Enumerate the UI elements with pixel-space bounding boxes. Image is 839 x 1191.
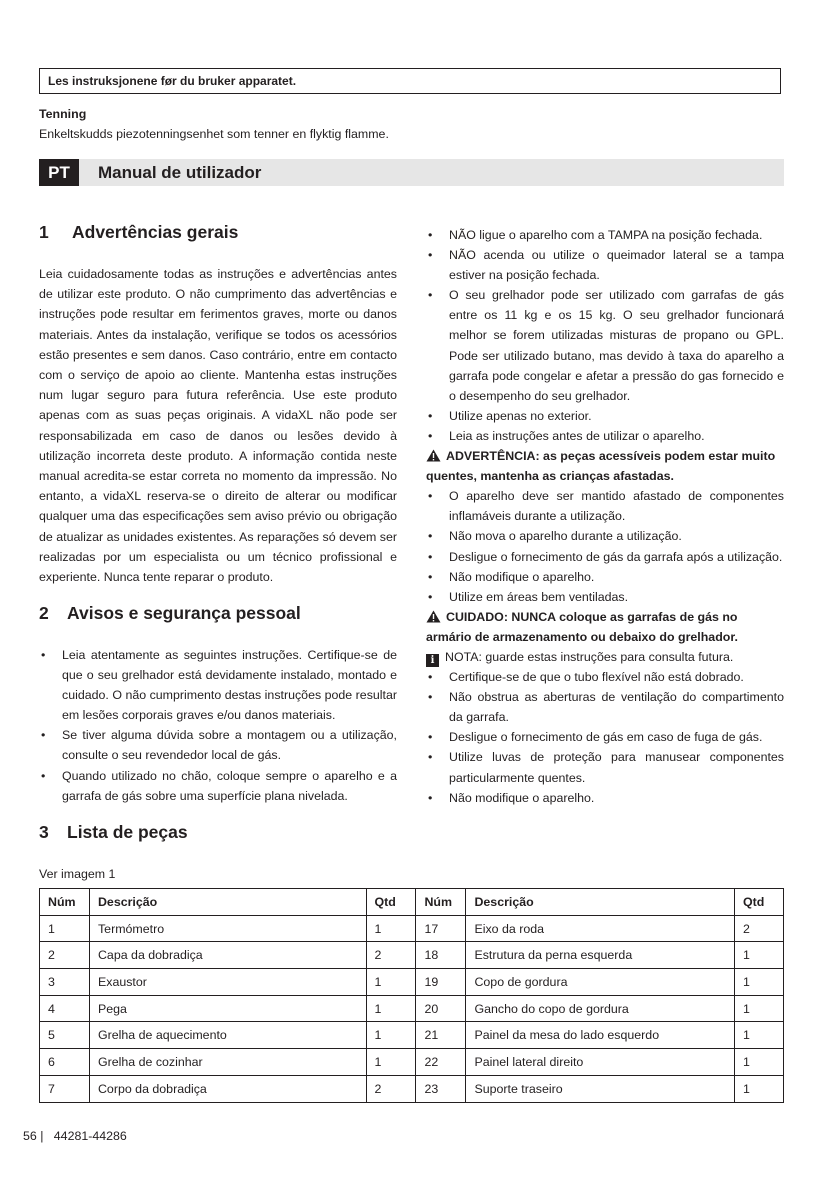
- cell-desc: Grelha de cozinhar: [89, 1049, 366, 1076]
- section-1-paragraph: Leia cuidadosamente todas as instruções e advertências antes de utilizar este produto. O não cumprimento das advertências e instruções pode resultar em ferimentos graves, morte ou danos materiais. Antes da instalação, verifique se todos os acessórios estão presentes e sem danos. Caso contrário, entre em contacto com o serviço de apoio ao cliente. Mantenha estas instruções num lugar seguro para futura referência. Use este produto apenas com as suas peças originais. A vidaXL não pode ser responsabilizada em caso de danos ou lesões devido à utilização incorreta deste produto. A informação contida neste manual acredita-se estar correta no momento da impressão. No entanto, a vidaXL reserva-se o direito de alterar ou modificar qualquer uma das especificações sem aviso prévio ou obrigação de atualizar as unidades existentes. As reparações só devem ser realizadas por um especialista ou um técnico profissional e experiente. Nunca tente reparar o produto.: [39, 267, 397, 585]
- cell-num: 22: [416, 1049, 466, 1076]
- notice-box: [39, 68, 781, 94]
- list-item: • Utilize luvas de proteção para manusear componentes particularmente quentes.: [426, 747, 784, 787]
- cell-num: 6: [40, 1049, 90, 1076]
- list-item: • NÃO ligue o aparelho com a TAMPA na posição fechada.: [426, 225, 784, 245]
- see-image-label: Ver imagem 1: [39, 867, 116, 881]
- cell-qty: 2: [735, 915, 784, 942]
- cell-desc: Exaustor: [89, 969, 366, 996]
- cell-desc: Capa da dobradiça: [89, 942, 366, 969]
- section-3-number: 3: [39, 822, 49, 842]
- table-row: [40, 969, 784, 996]
- cell-qty: 1: [366, 969, 416, 996]
- table-row: [40, 942, 784, 969]
- caution-text: CUIDADO: NUNCA coloque as garrafas de gás no armário de armazenamento ou debaixo do grelhador.: [426, 609, 738, 644]
- caution-notice: [426, 607, 784, 647]
- cell-num: 19: [416, 969, 466, 996]
- cell-desc: Painel lateral direito: [466, 1049, 735, 1076]
- cell-desc: Estrutura da perna esquerda: [466, 942, 735, 969]
- list-item: • NÃO acenda ou utilize o queimador lateral se a tampa estiver na posição fechada.: [426, 245, 784, 285]
- section-1-heading: [39, 222, 238, 243]
- cell-qty: 1: [735, 1075, 784, 1102]
- cell-qty: 2: [366, 1075, 416, 1102]
- cell-qty: 2: [366, 942, 416, 969]
- warning-icon: [426, 449, 441, 462]
- cell-num: 18: [416, 942, 466, 969]
- cell-desc: Suporte traseiro: [466, 1075, 735, 1102]
- warning-text: ADVERTÊNCIA: as peças acessíveis podem estar muito quentes, mantenha as crianças afastadas.: [426, 449, 776, 484]
- cell-desc: Copo de gordura: [466, 969, 735, 996]
- cell-num: 2: [40, 942, 90, 969]
- info-icon: i: [426, 654, 439, 667]
- section-2-number: 2: [39, 603, 49, 623]
- list-item: • Quando utilizado no chão, coloque sempre o aparelho e a garrafa de gás sobre uma superfície plana nivelada.: [39, 766, 397, 806]
- list-item: • Não modifique o aparelho.: [426, 567, 784, 587]
- cell-qty: 1: [366, 995, 416, 1022]
- tenning-text: Enkeltskudds piezotenningsenhet som tenner en flyktig flamme.: [39, 127, 389, 141]
- list-item: • Não modifique o aparelho.: [426, 788, 784, 808]
- cell-desc: Eixo da roda: [466, 915, 735, 942]
- cell-num: 23: [416, 1075, 466, 1102]
- section-1-number: 1: [39, 222, 49, 242]
- cell-num: 5: [40, 1022, 90, 1049]
- header-desc: Descrição: [466, 889, 735, 916]
- language-code: PT: [39, 159, 79, 186]
- page-footer: [23, 1129, 127, 1143]
- header-qty: Qtd: [366, 889, 416, 916]
- list-item: • Não mova o aparelho durante a utilização.: [426, 526, 784, 546]
- safety-list-3: [426, 667, 784, 808]
- cell-num: 7: [40, 1075, 90, 1102]
- list-item: • Leia atentamente as seguintes instruções. Certifique-se de que o seu grelhador está devidamente instalado, montado e cuidado. O não cumprimento destas instruções pode resultar em lesões corporais graves e/ou danos materiais.: [39, 645, 397, 725]
- header-num: Núm: [416, 889, 466, 916]
- tenning-heading: Tenning: [39, 107, 87, 121]
- list-item: • Desligue o fornecimento de gás da garrafa após a utilização.: [426, 547, 784, 567]
- cell-desc: Grelha de aquecimento: [89, 1022, 366, 1049]
- cell-desc: Painel da mesa do lado esquerdo: [466, 1022, 735, 1049]
- caution-icon: [426, 610, 441, 623]
- warning-notice: [426, 446, 784, 486]
- section-2-heading: [39, 603, 301, 624]
- header-num: Núm: [40, 889, 90, 916]
- list-item: • Utilize em áreas bem ventiladas.: [426, 587, 784, 607]
- cell-desc: Gancho do copo de gordura: [466, 995, 735, 1022]
- list-item: • O seu grelhador pode ser utilizado com garrafas de gás entre os 11 kg e os 15 kg. O seu grelhador funcionará melhor se forem utilizadas misturas de propano ou GPL. Pode ser utilizado butano, mas devido à taxa do aparelho a garrafa pode congelar e afetar a pressão do gas fornecido e o desempenho do seu grelhador.: [426, 285, 784, 406]
- section-3-heading: [39, 822, 188, 843]
- cell-qty: 1: [366, 1049, 416, 1076]
- cell-desc: Pega: [89, 995, 366, 1022]
- cell-qty: 1: [735, 942, 784, 969]
- page-number: 56 |: [23, 1129, 44, 1143]
- cell-num: 21: [416, 1022, 466, 1049]
- cell-num: 4: [40, 995, 90, 1022]
- section-2-title: Avisos e segurança pessoal: [67, 603, 301, 623]
- section-1-title: Advertências gerais: [72, 222, 239, 242]
- header-desc: Descrição: [89, 889, 366, 916]
- manual-title: Manual de utilizador: [98, 163, 262, 182]
- parts-table: [39, 888, 784, 1103]
- list-item: • Certifique-se de que o tubo flexível não está dobrado.: [426, 667, 784, 687]
- table-row: [40, 995, 784, 1022]
- cell-qty: 1: [735, 1049, 784, 1076]
- cell-qty: 1: [735, 1022, 784, 1049]
- cell-qty: 1: [366, 1022, 416, 1049]
- list-item: • Utilize apenas no exterior.: [426, 406, 784, 426]
- cell-num: 20: [416, 995, 466, 1022]
- list-item: • Se tiver alguma dúvida sobre a montagem ou a utilização, consulte o seu revendedor local de gás.: [39, 725, 397, 765]
- cell-num: 3: [40, 969, 90, 996]
- table-header-row: [40, 889, 784, 916]
- section-2-list: [39, 645, 397, 806]
- cell-num: 17: [416, 915, 466, 942]
- cell-qty: 1: [735, 995, 784, 1022]
- table-row: [40, 1022, 784, 1049]
- safety-list-1: [426, 225, 784, 446]
- language-bar: [39, 159, 784, 186]
- note-text: NOTA: guarde estas instruções para consulta futura.: [445, 649, 734, 664]
- cell-qty: 1: [366, 915, 416, 942]
- list-item: • Não obstrua as aberturas de ventilação do compartimento da garrafa.: [426, 687, 784, 727]
- safety-list-2: [426, 486, 784, 607]
- list-item: • Desligue o fornecimento de gás em caso de fuga de gás.: [426, 727, 784, 747]
- table-row: [40, 915, 784, 942]
- cell-desc: Corpo da dobradiça: [89, 1075, 366, 1102]
- list-item: • Leia as instruções antes de utilizar o aparelho.: [426, 426, 784, 446]
- table-row: [40, 1049, 784, 1076]
- cell-num: 1: [40, 915, 90, 942]
- model-number: 44281-44286: [53, 1129, 127, 1143]
- right-column: [426, 225, 784, 808]
- note-line: [426, 647, 784, 667]
- table-row: [40, 1075, 784, 1102]
- cell-desc: Termómetro: [89, 915, 366, 942]
- section-3-title: Lista de peças: [67, 822, 188, 842]
- header-qty: Qtd: [735, 889, 784, 916]
- list-item: • O aparelho deve ser mantido afastado de componentes inflamáveis durante a utilização.: [426, 486, 784, 526]
- cell-qty: 1: [735, 969, 784, 996]
- notice-text: Les instruksjonene før du bruker apparatet.: [48, 74, 297, 88]
